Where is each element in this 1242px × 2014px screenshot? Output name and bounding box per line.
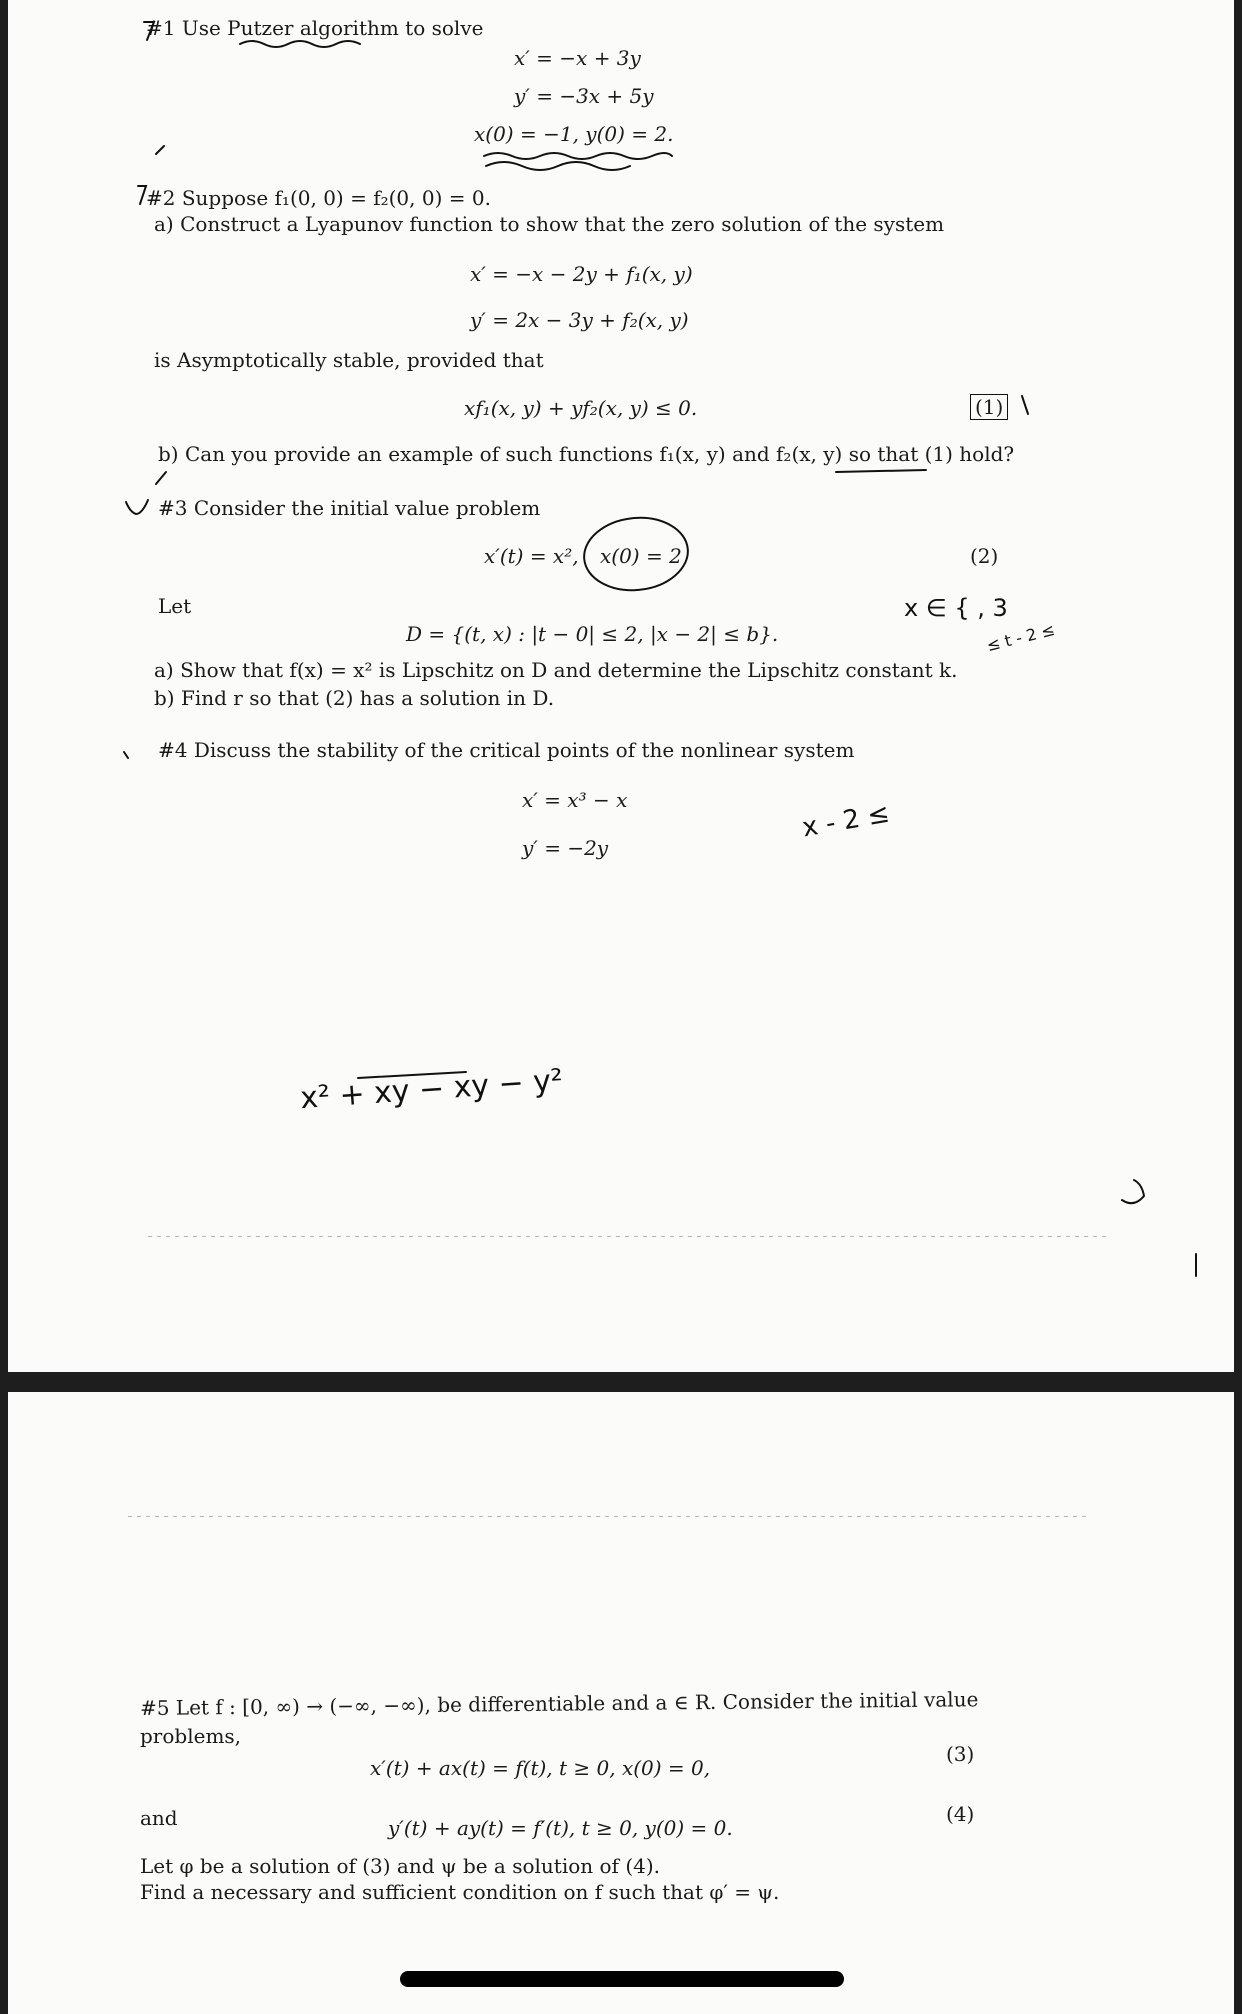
edge-mark-icon	[1122, 1180, 1144, 1203]
squiggle-underline-icon	[486, 162, 630, 170]
problem-3-ivp-ic: x(0) = 2	[600, 544, 682, 568]
exam-page-1	[8, 0, 1234, 1372]
exam-page-2	[8, 1392, 1234, 2014]
problem-3-ivp-lhs: x′(t) = x²,	[484, 544, 579, 568]
slash-mark-icon	[156, 146, 164, 154]
check-mark-icon	[138, 186, 146, 204]
handwritten-expression: x² + xy − xy − y²	[299, 1062, 565, 1117]
problem-3-label: #3 Consider the initial value problem	[158, 496, 541, 520]
problem-4-label: #4 Discuss the stability of the critical points of the nonlinear system	[158, 738, 855, 762]
problem-2-label: #2 Suppose f₁(0, 0) = f₂(0, 0) = 0.	[146, 186, 491, 210]
problem-3-ivp-tag: (2)	[970, 544, 999, 568]
problem-2-part-b: b) Can you provide an example of such functions f₁(x, y) and f₂(x, y) so that (1) hold?	[158, 442, 1015, 466]
scan-artifact-line	[128, 1516, 1088, 1517]
problem-4-eq2: y′ = −2y	[522, 836, 609, 860]
problem-3-domain: D = {(t, x) : |t − 0| ≤ 2, |x − 2| ≤ b}.	[406, 622, 779, 646]
circle-annotation-icon	[581, 513, 692, 595]
problem-4-eq1: x′ = x³ − x	[522, 788, 628, 812]
problem-5-tag4: (4)	[946, 1802, 975, 1826]
slash-mark-icon	[156, 472, 166, 484]
problem-5-line-4: Find a necessary and sufficient condition on f such that φ′ = ψ.	[140, 1880, 780, 1904]
handwritten-marks	[8, 0, 1234, 1372]
squiggle-underline-icon	[484, 153, 672, 159]
problem-1-eq1: x′ = −x + 3y	[514, 46, 641, 70]
home-indicator-bar[interactable]	[400, 1971, 844, 1987]
problem-2-eq2: y′ = 2x − 3y + f₂(x, y)	[470, 308, 689, 332]
problem-5-line-1: #5 Let f : [0, ∞) → (−∞, −∞), be differentiable and a ∈ R. Consider the initial value	[139, 1687, 979, 1720]
problem-2-condition: xf₁(x, y) + yf₂(x, y) ≤ 0.	[464, 396, 698, 420]
bracket-mark-icon	[1022, 396, 1028, 414]
handwritten-note-x-bound: x - 2 ≤	[800, 798, 892, 844]
underline-icon	[836, 470, 926, 472]
problem-5-and: and	[140, 1806, 178, 1830]
problem-3-part-a: a) Show that f(x) = x² is Lipschitz on D and determine the Lipschitz constant k.	[154, 658, 958, 682]
problem-5-line-3: Let φ be a solution of (3) and ψ be a solution of (4).	[140, 1854, 660, 1878]
problem-2-eq1: x′ = −x − 2y + f₁(x, y)	[470, 262, 693, 286]
problem-2-part-a: a) Construct a Lyapunov function to show that the zero solution of the system	[154, 212, 945, 236]
check-mark-icon	[126, 500, 148, 514]
problem-5-line-2: problems,	[140, 1724, 242, 1748]
check-mark-icon	[144, 22, 154, 40]
handwritten-note-inequality: ≤ t - 2 ≤	[984, 619, 1057, 656]
problem-3-part-b: b) Find r so that (2) has a solution in D.	[154, 686, 555, 710]
problem-1-label: #1 Use Putzer algorithm to solve	[146, 16, 484, 40]
problem-3-let: Let	[158, 594, 192, 618]
problem-5-eq4: y′(t) + ay(t) = f′(t), t ≥ 0, y(0) = 0.	[388, 1816, 733, 1840]
problem-2-provided: is Asymptotically stable, provided that	[154, 348, 544, 372]
strikethrough-icon	[358, 1072, 466, 1078]
problem-5-eq3: x′(t) + ax(t) = f(t), t ≥ 0, x(0) = 0,	[370, 1756, 711, 1780]
problem-1-eq3: x(0) = −1, y(0) = 2.	[474, 122, 674, 146]
tick-mark-icon	[124, 752, 128, 758]
handwritten-note-set: x ∈ { , 3	[904, 594, 1008, 622]
problem-2-condition-tag: (1)	[970, 394, 1008, 420]
problem-5-tag3: (3)	[946, 1742, 975, 1766]
squiggle-underline-icon	[240, 41, 360, 47]
problem-1-eq2: y′ = −3x + 5y	[514, 84, 654, 108]
